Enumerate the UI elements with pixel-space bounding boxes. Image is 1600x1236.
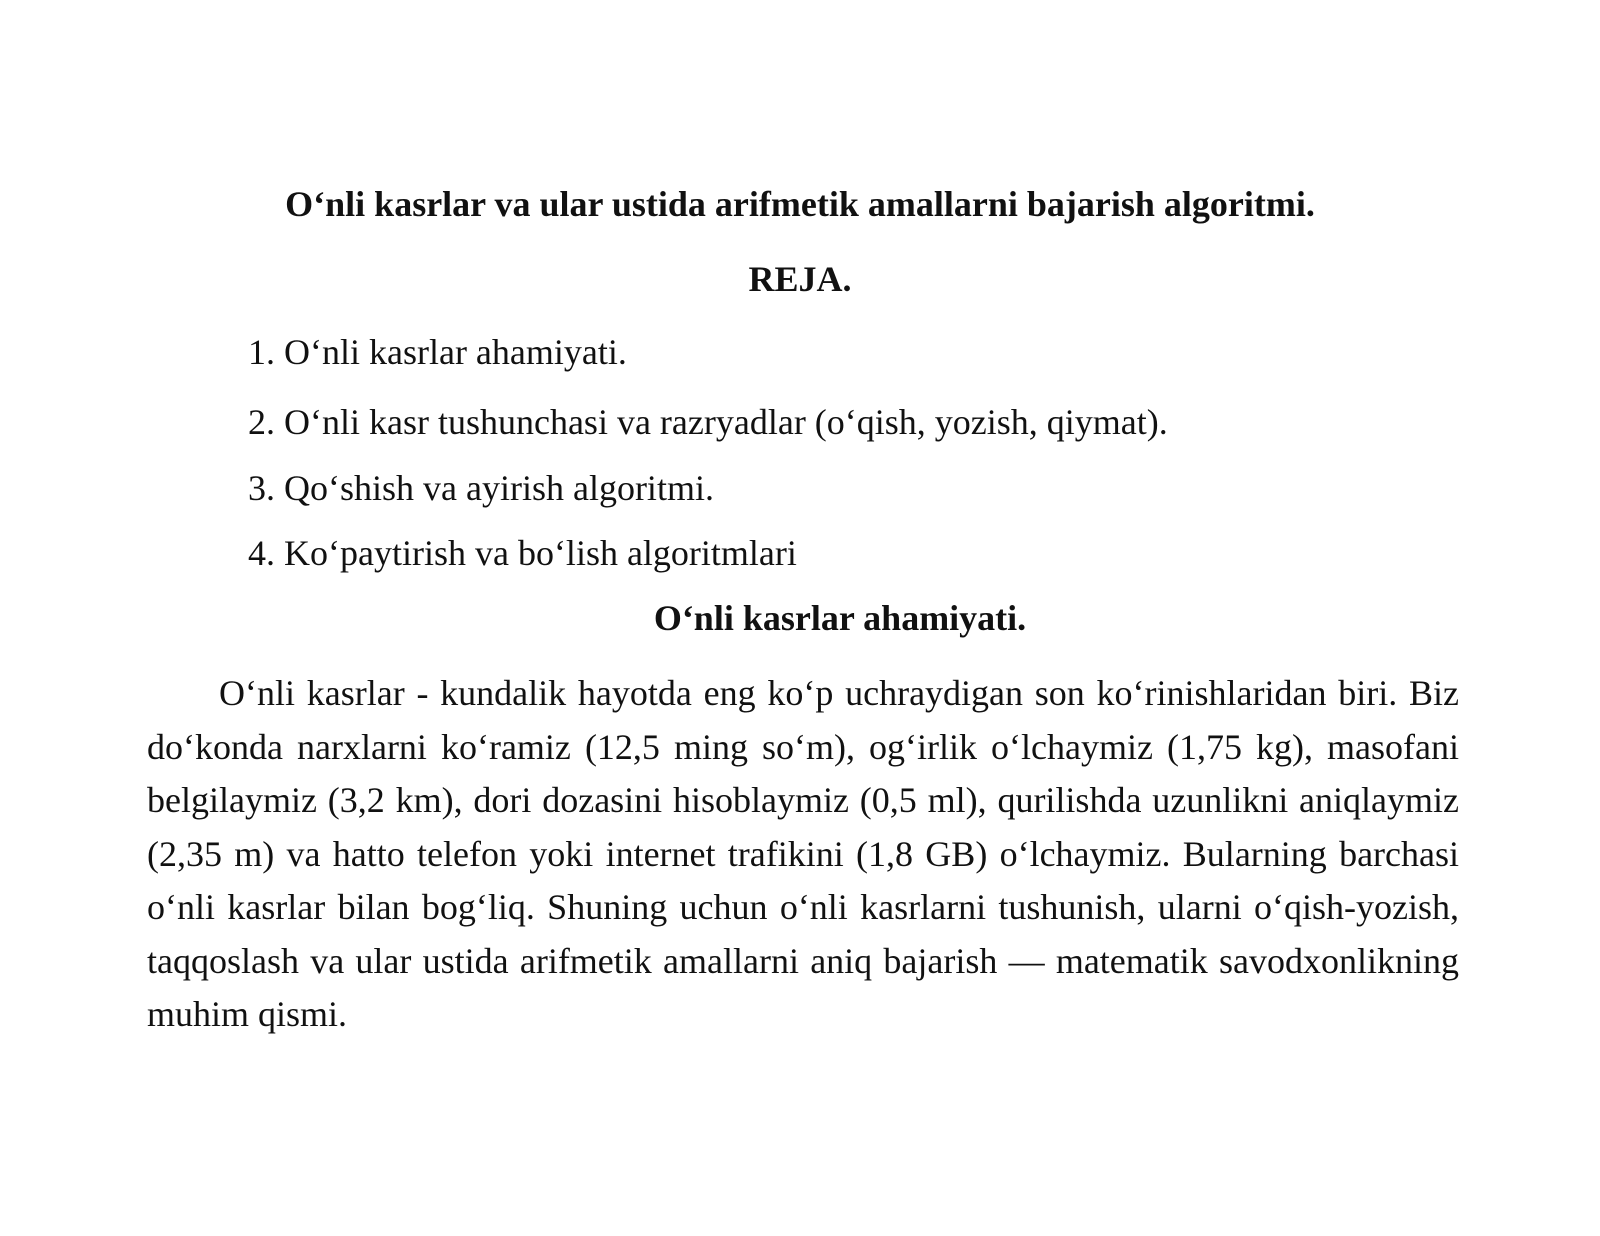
document-title: O‘nli kasrlar va ular ustida arifmetik amallarni bajarish algoritmi. [285, 184, 1315, 224]
plan-item-2: 2. O‘nli kasr tushunchasi va razryadlar (o‘qish, yozish, qiymat). [248, 402, 1168, 442]
plan-heading: REJA. [748, 259, 852, 299]
section-heading: O‘nli kasrlar ahamiyati. [653, 598, 1027, 638]
body-paragraph: O‘nli kasrlar - kundalik hayotda eng ko‘p uchraydigan son ko‘rinishlaridan biri. Biz do‘konda narxlarni ko‘ramiz (12,5 ming so‘m), og‘irlik o‘lchaymiz (1,75 kg), masofani belgilaymiz (3,2 km), dori dozasini hisoblaymiz (0,5 ml), qurilishda uzunlikni aniqlaymiz (2,35 m) va hatto telefon yoki internet trafikini (1,8 GB) o‘lchaymiz. Bularning barchasi o‘nli kasrlar bilan bog‘liq. Shuning uchun o‘nli kasrlarni tushunish, ularni o‘qish-yozish, taqqoslash va ular ustida arifmetik amallarni aniq bajarish — matematik savodxonlikning muhim qismi. [147, 673, 1459, 1034]
plan-item-3: 3. Qo‘shish va ayirish algoritmi. [248, 468, 714, 508]
plan-item-1: 1. O‘nli kasrlar ahamiyati. [248, 332, 627, 372]
plan-item-4: 4. Ko‘paytirish va bo‘lish algoritmlari [248, 533, 797, 573]
